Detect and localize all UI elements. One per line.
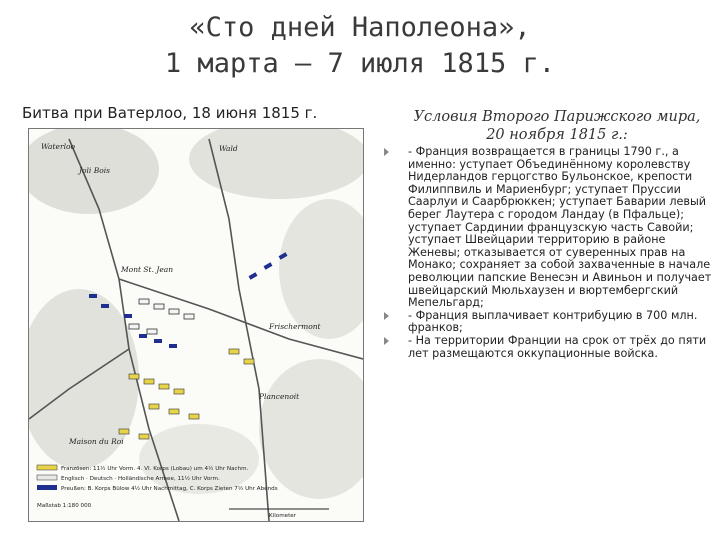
allied-units [129, 299, 194, 334]
place-label: Frischermont [269, 322, 321, 331]
place-label: Mont St. Jean [121, 265, 174, 274]
waterloo-map [28, 128, 364, 522]
treaty-heading [398, 108, 716, 144]
legend-prussian: Preußen: B. Korps Bülow 4½ Uhr Nachmittag, C. Korps Zieten 7½ Uhr Abends [61, 486, 278, 492]
place-label: Waterloo [41, 142, 75, 151]
title-line-2: 1 марта – 7 июля 1815 г. [164, 48, 556, 79]
treaty-terms-list [384, 146, 714, 360]
list-item [384, 146, 714, 310]
bullet-arrow-icon [384, 337, 389, 345]
treaty-term-text: - Франция возвращается в границы 1790 г., а именно: уступает Объединённому королевству Нидерландов герцогство Бульонское, крепости Филиппвиль и Мариенбург; уступает Пруссии Саарлуи и Саарбрюккен; уступает Баварии левый берег Лаутера с городом Ландау (в Пфальце); уступает Сардинии французскую часть Савойи; уступает Швейцарии территорию в районе Женевы; отказывается от суверенных прав на Монако; сохраняет за собой захваченные в начале революции папские Венесэн и Авиньон и получает швейцарский Мюльхаузен и вюртембергский Мепельгард; [408, 145, 712, 310]
place-label: Wald [219, 144, 238, 153]
treaty-heading-line-1: Условия Второго Парижского мира, [413, 109, 701, 125]
place-label: Maison du Roi [69, 437, 124, 446]
treaty-term-text: - На территории Франции на срок от трёх до пяти лет размещаются оккупационные войска. [408, 333, 707, 360]
place-label: Plancenoit [259, 392, 300, 401]
map-caption: Битва при Ватерлоо, 18 июня 1815 г. [22, 104, 318, 122]
map-drawing [29, 129, 363, 521]
list-item [384, 335, 714, 360]
scale-unit: Kilometer [269, 513, 297, 519]
title-line-1: «Сто дней Наполеона», [189, 12, 531, 43]
bullet-arrow-icon [384, 312, 389, 320]
treaty-heading-line-2: 20 ноября 1815 г.: [486, 127, 628, 143]
place-label: Joli Bois [79, 166, 110, 175]
legend-allied: Englisch · Deutsch · Holländische Armee, 11½ Uhr Vorm. [61, 476, 220, 482]
list-item [384, 310, 714, 335]
treaty-term-text: - Франция выплачивает контрибуцию в 700 млн. франков; [408, 308, 698, 335]
slide-title [110, 10, 610, 82]
legend-french: Französen: 11½ Uhr Vorm. 4. VI. Korps (Lobau) um 4½ Uhr Nachm. [61, 466, 249, 472]
map-scale: Maßstab 1:180 000 [37, 503, 92, 509]
bullet-arrow-icon [384, 148, 389, 156]
